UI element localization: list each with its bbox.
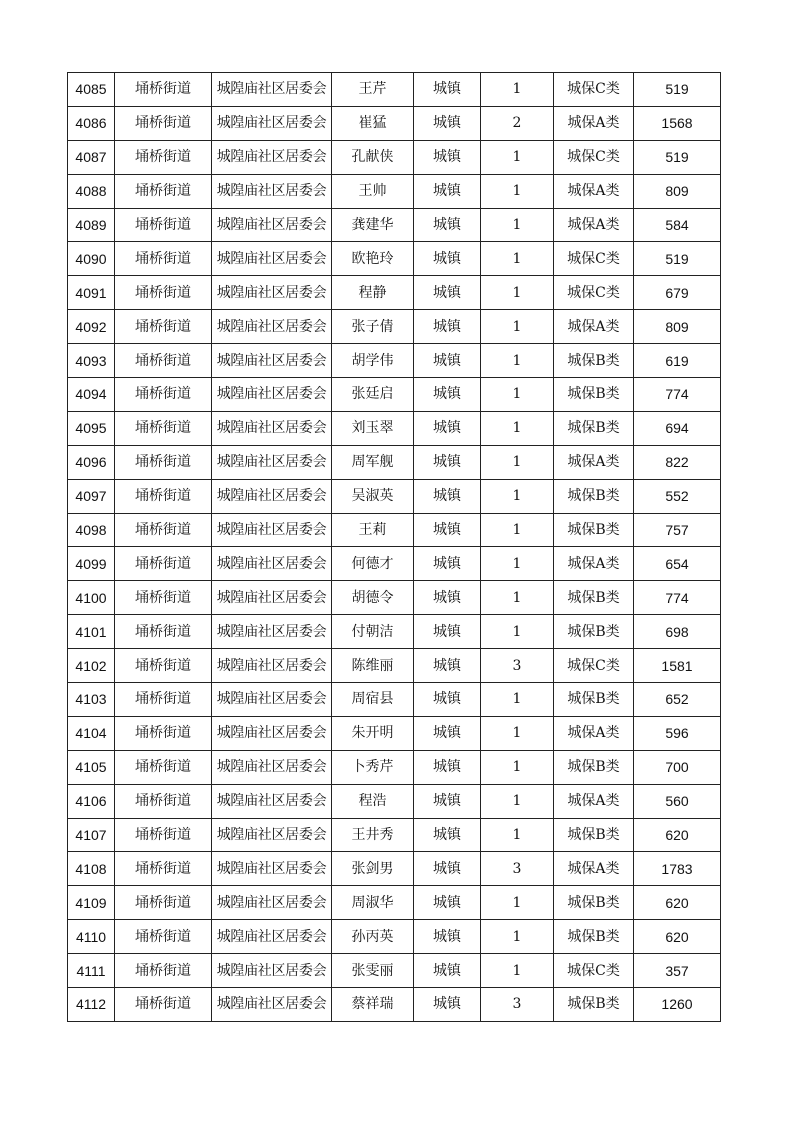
table-row xyxy=(68,784,721,818)
amount-cell: 809 xyxy=(634,310,721,344)
household-size-cell: 1 xyxy=(481,73,554,107)
category-cell: 城保B类 xyxy=(554,581,634,615)
area-type-cell: 城镇 xyxy=(414,784,481,818)
area-type-cell: 城镇 xyxy=(414,411,481,445)
household-size-cell: 1 xyxy=(481,886,554,920)
record-id-cell: 4104 xyxy=(68,716,115,750)
category-cell: 城保A类 xyxy=(554,852,634,886)
community-cell: 城隍庙社区居委会 xyxy=(212,818,332,852)
record-id-cell: 4101 xyxy=(68,615,115,649)
household-size-cell: 1 xyxy=(481,716,554,750)
amount-cell: 652 xyxy=(634,683,721,717)
community-cell: 城隍庙社区居委会 xyxy=(212,716,332,750)
amount-cell: 584 xyxy=(634,208,721,242)
community-cell: 城隍庙社区居委会 xyxy=(212,73,332,107)
household-size-cell: 2 xyxy=(481,106,554,140)
area-type-cell: 城镇 xyxy=(414,378,481,412)
area-type-cell: 城镇 xyxy=(414,818,481,852)
person-name-cell: 卜秀芹 xyxy=(332,750,414,784)
category-cell: 城保C类 xyxy=(554,242,634,276)
household-size-cell: 1 xyxy=(481,920,554,954)
street-cell: 埇桥街道 xyxy=(115,988,212,1022)
record-id-cell: 4108 xyxy=(68,852,115,886)
street-cell: 埇桥街道 xyxy=(115,242,212,276)
community-cell: 城隍庙社区居委会 xyxy=(212,242,332,276)
table-row xyxy=(68,581,721,615)
amount-cell: 774 xyxy=(634,378,721,412)
community-cell: 城隍庙社区居委会 xyxy=(212,140,332,174)
table-row xyxy=(68,310,721,344)
area-type-cell: 城镇 xyxy=(414,140,481,174)
table-row xyxy=(68,716,721,750)
community-cell: 城隍庙社区居委会 xyxy=(212,649,332,683)
table-row xyxy=(68,818,721,852)
table-row xyxy=(68,886,721,920)
category-cell: 城保C类 xyxy=(554,954,634,988)
amount-cell: 822 xyxy=(634,445,721,479)
community-cell: 城隍庙社区居委会 xyxy=(212,581,332,615)
street-cell: 埇桥街道 xyxy=(115,73,212,107)
category-cell: 城保A类 xyxy=(554,208,634,242)
community-cell: 城隍庙社区居委会 xyxy=(212,615,332,649)
table-row xyxy=(68,547,721,581)
amount-cell: 552 xyxy=(634,479,721,513)
person-name-cell: 何德才 xyxy=(332,547,414,581)
table-row xyxy=(68,479,721,513)
person-name-cell: 胡学伟 xyxy=(332,344,414,378)
record-id-cell: 4107 xyxy=(68,818,115,852)
street-cell: 埇桥街道 xyxy=(115,852,212,886)
amount-cell: 694 xyxy=(634,411,721,445)
street-cell: 埇桥街道 xyxy=(115,378,212,412)
person-name-cell: 朱开明 xyxy=(332,716,414,750)
person-name-cell: 张剑男 xyxy=(332,852,414,886)
street-cell: 埇桥街道 xyxy=(115,208,212,242)
category-cell: 城保C类 xyxy=(554,276,634,310)
record-id-cell: 4095 xyxy=(68,411,115,445)
record-id-cell: 4102 xyxy=(68,649,115,683)
category-cell: 城保B类 xyxy=(554,479,634,513)
community-cell: 城隍庙社区居委会 xyxy=(212,174,332,208)
area-type-cell: 城镇 xyxy=(414,649,481,683)
table-row xyxy=(68,615,721,649)
household-size-cell: 1 xyxy=(481,445,554,479)
record-id-cell: 4090 xyxy=(68,242,115,276)
street-cell: 埇桥街道 xyxy=(115,513,212,547)
amount-cell: 596 xyxy=(634,716,721,750)
area-type-cell: 城镇 xyxy=(414,920,481,954)
record-id-cell: 4106 xyxy=(68,784,115,818)
amount-cell: 698 xyxy=(634,615,721,649)
amount-cell: 519 xyxy=(634,140,721,174)
household-size-cell: 1 xyxy=(481,683,554,717)
person-name-cell: 蔡祥瑞 xyxy=(332,988,414,1022)
household-size-cell: 1 xyxy=(481,174,554,208)
table-row xyxy=(68,378,721,412)
table-row xyxy=(68,106,721,140)
amount-cell: 560 xyxy=(634,784,721,818)
street-cell: 埇桥街道 xyxy=(115,750,212,784)
area-type-cell: 城镇 xyxy=(414,174,481,208)
record-id-cell: 4093 xyxy=(68,344,115,378)
area-type-cell: 城镇 xyxy=(414,73,481,107)
category-cell: 城保B类 xyxy=(554,988,634,1022)
amount-cell: 774 xyxy=(634,581,721,615)
household-size-cell: 1 xyxy=(481,276,554,310)
street-cell: 埇桥街道 xyxy=(115,479,212,513)
community-cell: 城隍庙社区居委会 xyxy=(212,886,332,920)
street-cell: 埇桥街道 xyxy=(115,547,212,581)
area-type-cell: 城镇 xyxy=(414,445,481,479)
person-name-cell: 张廷启 xyxy=(332,378,414,412)
category-cell: 城保B类 xyxy=(554,344,634,378)
amount-cell: 620 xyxy=(634,920,721,954)
table-row xyxy=(68,140,721,174)
record-id-cell: 4110 xyxy=(68,920,115,954)
area-type-cell: 城镇 xyxy=(414,750,481,784)
street-cell: 埇桥街道 xyxy=(115,649,212,683)
record-id-cell: 4109 xyxy=(68,886,115,920)
roster-body xyxy=(68,73,721,1022)
community-cell: 城隍庙社区居委会 xyxy=(212,411,332,445)
amount-cell: 679 xyxy=(634,276,721,310)
person-name-cell: 周淑华 xyxy=(332,886,414,920)
area-type-cell: 城镇 xyxy=(414,581,481,615)
roster-table xyxy=(67,72,721,1022)
record-id-cell: 4092 xyxy=(68,310,115,344)
household-size-cell: 1 xyxy=(481,378,554,412)
household-size-cell: 1 xyxy=(481,615,554,649)
street-cell: 埇桥街道 xyxy=(115,344,212,378)
amount-cell: 519 xyxy=(634,242,721,276)
amount-cell: 519 xyxy=(634,73,721,107)
household-size-cell: 1 xyxy=(481,581,554,615)
area-type-cell: 城镇 xyxy=(414,988,481,1022)
amount-cell: 1581 xyxy=(634,649,721,683)
area-type-cell: 城镇 xyxy=(414,242,481,276)
table-row xyxy=(68,852,721,886)
community-cell: 城隍庙社区居委会 xyxy=(212,208,332,242)
household-size-cell: 3 xyxy=(481,988,554,1022)
area-type-cell: 城镇 xyxy=(414,683,481,717)
category-cell: 城保A类 xyxy=(554,445,634,479)
record-id-cell: 4098 xyxy=(68,513,115,547)
area-type-cell: 城镇 xyxy=(414,615,481,649)
category-cell: 城保B类 xyxy=(554,750,634,784)
area-type-cell: 城镇 xyxy=(414,547,481,581)
street-cell: 埇桥街道 xyxy=(115,445,212,479)
category-cell: 城保B类 xyxy=(554,920,634,954)
record-id-cell: 4103 xyxy=(68,683,115,717)
person-name-cell: 吴淑英 xyxy=(332,479,414,513)
record-id-cell: 4100 xyxy=(68,581,115,615)
area-type-cell: 城镇 xyxy=(414,310,481,344)
street-cell: 埇桥街道 xyxy=(115,954,212,988)
person-name-cell: 付朝洁 xyxy=(332,615,414,649)
category-cell: 城保A类 xyxy=(554,310,634,344)
area-type-cell: 城镇 xyxy=(414,106,481,140)
record-id-cell: 4085 xyxy=(68,73,115,107)
street-cell: 埇桥街道 xyxy=(115,716,212,750)
community-cell: 城隍庙社区居委会 xyxy=(212,276,332,310)
community-cell: 城隍庙社区居委会 xyxy=(212,106,332,140)
household-size-cell: 1 xyxy=(481,954,554,988)
household-size-cell: 1 xyxy=(481,479,554,513)
area-type-cell: 城镇 xyxy=(414,954,481,988)
street-cell: 埇桥街道 xyxy=(115,886,212,920)
person-name-cell: 周军舰 xyxy=(332,445,414,479)
person-name-cell: 程浩 xyxy=(332,784,414,818)
category-cell: 城保A类 xyxy=(554,784,634,818)
record-id-cell: 4088 xyxy=(68,174,115,208)
person-name-cell: 崔猛 xyxy=(332,106,414,140)
household-size-cell: 1 xyxy=(481,344,554,378)
area-type-cell: 城镇 xyxy=(414,276,481,310)
table-row xyxy=(68,174,721,208)
person-name-cell: 张雯丽 xyxy=(332,954,414,988)
table-row xyxy=(68,208,721,242)
amount-cell: 654 xyxy=(634,547,721,581)
community-cell: 城隍庙社区居委会 xyxy=(212,547,332,581)
person-name-cell: 王莉 xyxy=(332,513,414,547)
record-id-cell: 4089 xyxy=(68,208,115,242)
amount-cell: 809 xyxy=(634,174,721,208)
table-row xyxy=(68,750,721,784)
person-name-cell: 张子倩 xyxy=(332,310,414,344)
table-row xyxy=(68,411,721,445)
category-cell: 城保A类 xyxy=(554,106,634,140)
person-name-cell: 刘玉翠 xyxy=(332,411,414,445)
person-name-cell: 程静 xyxy=(332,276,414,310)
household-size-cell: 1 xyxy=(481,818,554,852)
street-cell: 埇桥街道 xyxy=(115,140,212,174)
table-row xyxy=(68,513,721,547)
category-cell: 城保B类 xyxy=(554,615,634,649)
person-name-cell: 王井秀 xyxy=(332,818,414,852)
category-cell: 城保C类 xyxy=(554,140,634,174)
person-name-cell: 孙丙英 xyxy=(332,920,414,954)
record-id-cell: 4111 xyxy=(68,954,115,988)
record-id-cell: 4096 xyxy=(68,445,115,479)
amount-cell: 1568 xyxy=(634,106,721,140)
person-name-cell: 周宿县 xyxy=(332,683,414,717)
amount-cell: 757 xyxy=(634,513,721,547)
category-cell: 城保B类 xyxy=(554,513,634,547)
amount-cell: 620 xyxy=(634,886,721,920)
table-row xyxy=(68,988,721,1022)
category-cell: 城保B类 xyxy=(554,411,634,445)
street-cell: 埇桥街道 xyxy=(115,106,212,140)
street-cell: 埇桥街道 xyxy=(115,310,212,344)
household-size-cell: 1 xyxy=(481,784,554,818)
street-cell: 埇桥街道 xyxy=(115,615,212,649)
area-type-cell: 城镇 xyxy=(414,886,481,920)
category-cell: 城保C类 xyxy=(554,73,634,107)
table-row xyxy=(68,920,721,954)
table-row xyxy=(68,276,721,310)
community-cell: 城隍庙社区居委会 xyxy=(212,784,332,818)
amount-cell: 1783 xyxy=(634,852,721,886)
street-cell: 埇桥街道 xyxy=(115,683,212,717)
person-name-cell: 龚建华 xyxy=(332,208,414,242)
community-cell: 城隍庙社区居委会 xyxy=(212,750,332,784)
person-name-cell: 王帅 xyxy=(332,174,414,208)
record-id-cell: 4097 xyxy=(68,479,115,513)
household-size-cell: 3 xyxy=(481,649,554,683)
area-type-cell: 城镇 xyxy=(414,344,481,378)
amount-cell: 619 xyxy=(634,344,721,378)
household-size-cell: 3 xyxy=(481,852,554,886)
household-size-cell: 1 xyxy=(481,208,554,242)
person-name-cell: 王芹 xyxy=(332,73,414,107)
area-type-cell: 城镇 xyxy=(414,208,481,242)
category-cell: 城保A类 xyxy=(554,547,634,581)
category-cell: 城保B类 xyxy=(554,818,634,852)
area-type-cell: 城镇 xyxy=(414,513,481,547)
category-cell: 城保B类 xyxy=(554,683,634,717)
record-id-cell: 4105 xyxy=(68,750,115,784)
street-cell: 埇桥街道 xyxy=(115,411,212,445)
street-cell: 埇桥街道 xyxy=(115,818,212,852)
household-size-cell: 1 xyxy=(481,411,554,445)
table-row xyxy=(68,73,721,107)
amount-cell: 1260 xyxy=(634,988,721,1022)
record-id-cell: 4086 xyxy=(68,106,115,140)
household-size-cell: 1 xyxy=(481,242,554,276)
community-cell: 城隍庙社区居委会 xyxy=(212,445,332,479)
amount-cell: 700 xyxy=(634,750,721,784)
household-size-cell: 1 xyxy=(481,310,554,344)
record-id-cell: 4099 xyxy=(68,547,115,581)
household-size-cell: 1 xyxy=(481,547,554,581)
category-cell: 城保A类 xyxy=(554,174,634,208)
record-id-cell: 4112 xyxy=(68,988,115,1022)
amount-cell: 357 xyxy=(634,954,721,988)
community-cell: 城隍庙社区居委会 xyxy=(212,852,332,886)
community-cell: 城隍庙社区居委会 xyxy=(212,344,332,378)
community-cell: 城隍庙社区居委会 xyxy=(212,513,332,547)
community-cell: 城隍庙社区居委会 xyxy=(212,479,332,513)
person-name-cell: 胡德令 xyxy=(332,581,414,615)
community-cell: 城隍庙社区居委会 xyxy=(212,683,332,717)
street-cell: 埇桥街道 xyxy=(115,581,212,615)
category-cell: 城保B类 xyxy=(554,886,634,920)
street-cell: 埇桥街道 xyxy=(115,276,212,310)
street-cell: 埇桥街道 xyxy=(115,920,212,954)
table-row xyxy=(68,683,721,717)
record-id-cell: 4087 xyxy=(68,140,115,174)
household-size-cell: 1 xyxy=(481,140,554,174)
area-type-cell: 城镇 xyxy=(414,852,481,886)
person-name-cell: 欧艳玲 xyxy=(332,242,414,276)
amount-cell: 620 xyxy=(634,818,721,852)
area-type-cell: 城镇 xyxy=(414,716,481,750)
community-cell: 城隍庙社区居委会 xyxy=(212,310,332,344)
record-id-cell: 4094 xyxy=(68,378,115,412)
area-type-cell: 城镇 xyxy=(414,479,481,513)
community-cell: 城隍庙社区居委会 xyxy=(212,378,332,412)
table-row xyxy=(68,344,721,378)
community-cell: 城隍庙社区居委会 xyxy=(212,988,332,1022)
category-cell: 城保B类 xyxy=(554,378,634,412)
table-row xyxy=(68,954,721,988)
household-size-cell: 1 xyxy=(481,513,554,547)
category-cell: 城保C类 xyxy=(554,649,634,683)
table-row xyxy=(68,445,721,479)
street-cell: 埇桥街道 xyxy=(115,784,212,818)
community-cell: 城隍庙社区居委会 xyxy=(212,954,332,988)
community-cell: 城隍庙社区居委会 xyxy=(212,920,332,954)
record-id-cell: 4091 xyxy=(68,276,115,310)
person-name-cell: 孔献侠 xyxy=(332,140,414,174)
category-cell: 城保A类 xyxy=(554,716,634,750)
street-cell: 埇桥街道 xyxy=(115,174,212,208)
table-row xyxy=(68,649,721,683)
person-name-cell: 陈维丽 xyxy=(332,649,414,683)
household-size-cell: 1 xyxy=(481,750,554,784)
table-row xyxy=(68,242,721,276)
